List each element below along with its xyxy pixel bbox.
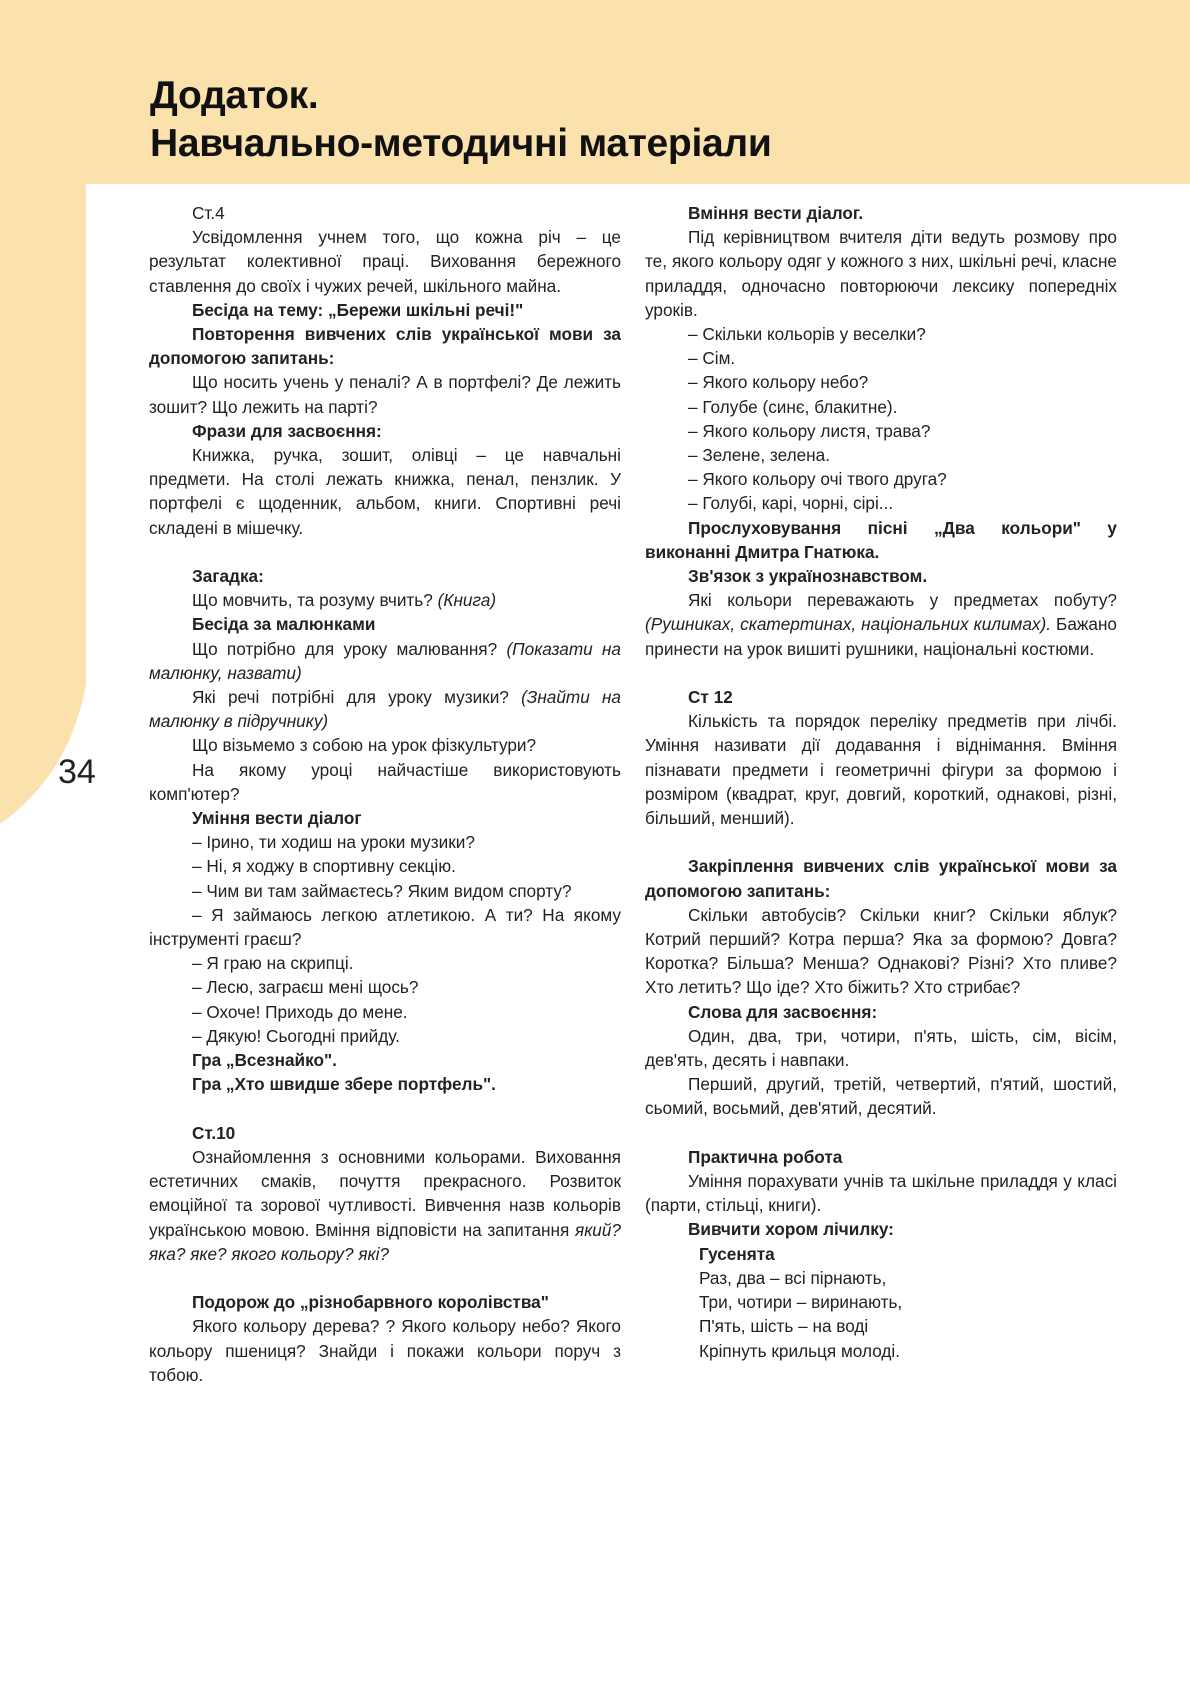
paragraph-zviazok (645, 588, 1117, 661)
paragraph-questions: Що носить учень у пеналі? А в портфелі? Де лежить зошит? Що лежить на парті? (149, 372, 621, 417)
left-column (149, 201, 621, 1387)
spacer (149, 540, 621, 564)
heading-beseda-malunky: Бесіда за малюнками (192, 614, 376, 635)
spacer (645, 661, 1117, 685)
heading-vminnia-dialog: Вміння вести діалог. (688, 203, 864, 223)
dialog-line: – Ні, я ходжу в спортивну секцію. (192, 856, 456, 877)
heading-zviazok: Зв'язок з українознавством. (688, 566, 928, 587)
heading-dialog: Уміння вести діалог (192, 808, 362, 829)
heading-povtorennia: Повторення вивчених слів української мови за допомогою запитань: (149, 324, 621, 369)
question-music (149, 685, 621, 733)
dialog-line: – Зелене, зелена. (688, 445, 830, 466)
paragraph-zviazok-answer: (Рушниках, скатертинах, національних килимах). (645, 614, 1051, 635)
poem-line: П'ять, шість – на воді (699, 1316, 869, 1337)
heading-praktychna: Практична робота (688, 1146, 843, 1167)
dialog-line: – Дякую! Сьогодні прийду. (192, 1025, 400, 1046)
title-line-1: Додаток. (150, 74, 319, 117)
question-music-text: Які речі потрібні для уроку музики? (192, 687, 509, 708)
right-column (645, 201, 1117, 1363)
dialog-line: – Я граю на скрипці. (192, 953, 354, 974)
poem-title: Гусенята (699, 1243, 775, 1264)
paragraph-st10 (149, 1145, 621, 1266)
question-painting-text: Що потрібно для уроку малювання? (192, 638, 498, 659)
poem-line: Раз, два – всі пірнають, (699, 1267, 887, 1288)
question-music-hint: (Знайти на малюнку в підручнику) (149, 687, 621, 732)
section-label-st4: Ст.4 (192, 203, 225, 223)
heading-frazy: Фрази для засвоєння: (192, 420, 382, 441)
question-painting-hint: (Показати на малюнку, назвати) (149, 638, 621, 683)
riddle-text: Що мовчить, та розуму вчить? (192, 590, 433, 611)
dialog-line: – Ірино, ти ходиш на уроки музики? (192, 832, 475, 853)
paragraph-slova-cardinal: Один, два, три, чотири, п'ять, шість, сім, вісім, дев'ять, десять і навпаки. (645, 1025, 1117, 1071)
heading-zakriplennia: Закріплення вивчених слів української мови за допомогою запитань: (645, 856, 1117, 901)
dialog-line: – Я займаюсь легкою атлетикою. А ти? На якому інструменті граєш? (149, 904, 621, 950)
spacer (149, 1097, 621, 1121)
dialog-line: – Скільки кольорів у веселки? (688, 324, 926, 345)
poem-line: Три, чотири – виринають, (699, 1292, 903, 1313)
dialog-line: – Сім. (688, 348, 736, 369)
paragraph-zviazok-question: Які кольори переважають у предметах побуту? (688, 590, 1117, 611)
question-pe: Що візьмемо з собою на урок фізкультури? (192, 735, 537, 756)
paragraph-st10-main: Ознайомлення з основними кольорами. Виховання естетичних смаків, почуття прекрасного. Розвиток емоційної та зорової чутливості. Вивчення назв кольорів українською мовою. Вміння відповісти на запитання (149, 1146, 621, 1240)
dialog-line: – Якого кольору небо? (688, 372, 869, 393)
riddle (149, 588, 621, 612)
riddle-answer: (Книга) (437, 590, 497, 611)
section-label-st10: Ст.10 (192, 1122, 236, 1143)
game-vseznaiko: Гра „Всезнайко". (192, 1050, 337, 1071)
paragraph-podorozh: Якого кольору дерева? ? Якого кольору небо? Якого кольору пшениця? Знайди і покажи кольори поруч з тобою. (149, 1316, 621, 1385)
dialog-line: – Якого кольору очі твого друга? (688, 469, 947, 490)
poem-line: Кріпнуть крильця молоді. (699, 1340, 900, 1361)
dialog-line: – Якого кольору листя, трава? (688, 420, 931, 441)
paragraph-zakriplennia: Скільки автобусів? Скільки книг? Скільки яблук? Котрий перший? Котра перша? Яка за формою? Довга? Коротка? Більша? Менша? Однакові? Різні? Хто пливе? Хто летить? Що іде? Хто біжить? Хто стрибає? (645, 904, 1117, 998)
question-computer: На якому уроці найчастіше використовують комп'ютер? (149, 759, 621, 804)
paragraph-st4-goals: Усвідомлення учнем того, що кожна річ – це результат колективної праці. Виховання бережного ставлення до своїх і чужих речей, шкільного майна. (149, 227, 621, 296)
title-line-2: Навчально-методичні матеріали (150, 122, 772, 165)
paragraph-zviazok-rest: Бажано принести на урок вишиті рушники, національні костюми. (645, 614, 1117, 659)
dialog-line: – Чим ви там займаєтесь? Яким видом спорту? (192, 880, 572, 901)
dialog-line: – Лесю, заграєш мені щось? (192, 977, 419, 998)
heading-podorozh: Подорож до „різнобарвного королівства" (192, 1292, 549, 1313)
dialog-line: – Охоче! Приходь до мене. (192, 1001, 408, 1022)
paragraph-slova-ordinal: Перший, другий, третій, четвертий, п'ятий, шостий, сьомий, восьмий, дев'ятий, десятий. (645, 1074, 1117, 1119)
section-label-st12: Ст 12 (688, 687, 733, 708)
game-portfel: Гра „Хто швидше збере портфель". (192, 1074, 496, 1095)
heading-vyvchyty: Вивчити хором лічилку: (688, 1219, 894, 1240)
dialog-line: – Голубе (синє, блакитне). (688, 396, 898, 417)
dialog-line: – Голубі, карі, чорні, сірі... (688, 493, 894, 514)
page-number: 34 (58, 753, 96, 791)
paragraph-praktychna: Уміння порахувати учнів та шкільне приладдя у класі (парти, стільці, книги). (645, 1171, 1117, 1216)
spacer (645, 830, 1117, 854)
heading-slova: Слова для засвоєння: (688, 1001, 878, 1022)
paragraph-st12: Кількість та порядок переліку предметів при лічбі. Уміння називати дії додавання і віднімання. Вміння пізнавати предмети і геометричні фігури за формою і розміром (квадрат, круг, довгий, короткий, однакові, різні, більший, менший). (645, 711, 1117, 829)
spacer (645, 1121, 1117, 1145)
paragraph-frazy: Книжка, ручка, зошит, олівці – це навчальні предмети. На столі лежать книжка, пенал, пензлик. У портфелі є щоденник, альбом, книги. Спортивні речі складені в мішечку. (149, 445, 621, 538)
heading-zagadka: Загадка: (192, 566, 264, 587)
heading-beseda: Бесіда на тему: „Бережи шкільні речі!" (192, 299, 524, 320)
heading-song: Прослуховування пісні „Два кольори" у виконанні Дмитра Гнатюка. (645, 517, 1117, 562)
question-painting (149, 637, 621, 685)
paragraph-vminnia: Під керівництвом вчителя діти ведуть розмову про те, якого кольору одяг у кожного з них, шкільні речі, класне приладдя, одночасно повторюючи лексику попередніх уроків. (645, 227, 1117, 320)
paragraph-st10-questions: який? яка? яке? якого кольору? які? (149, 1219, 621, 1264)
spacer (149, 1266, 621, 1290)
side-stripe (0, 184, 86, 684)
page-title (150, 72, 772, 168)
